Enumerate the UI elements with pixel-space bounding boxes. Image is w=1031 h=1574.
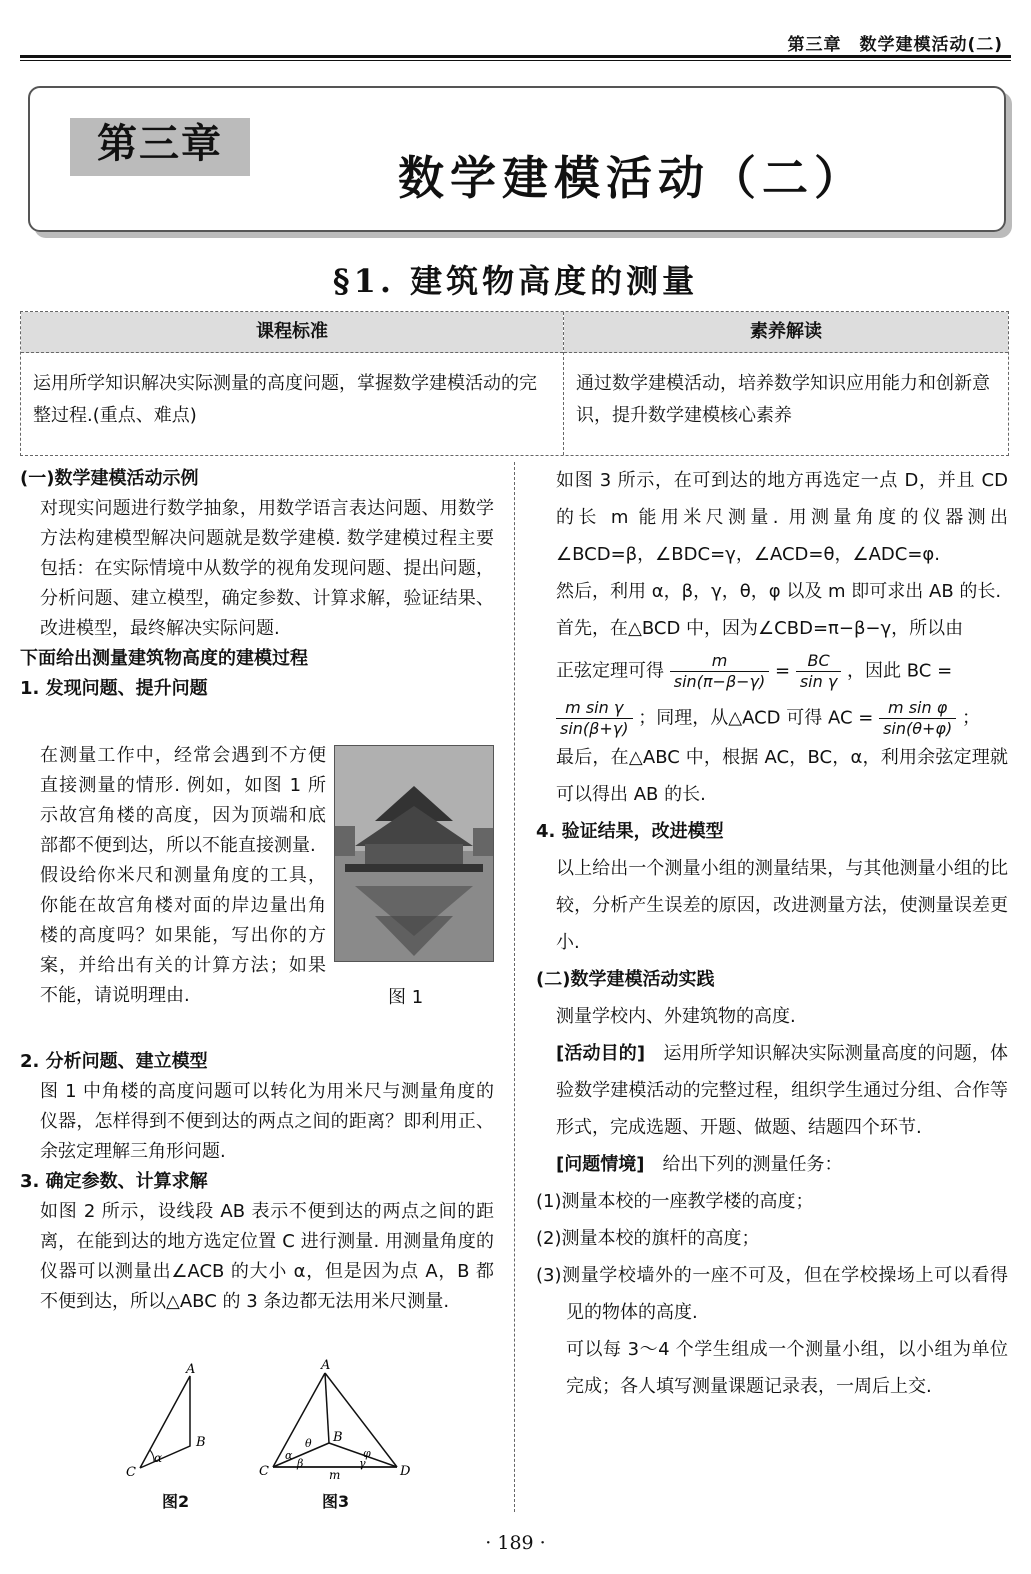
figure2-caption: 图2: [162, 1492, 190, 1511]
goal-label: [活动目的]: [556, 1043, 646, 1064]
group-instruction: 可以每 3～4 个学生组成一个测量小组，以小组为单位完成；各人填写测量课题记录表，一周后上交.: [566, 1339, 1008, 1397]
page-number: · 189 ·: [485, 1532, 546, 1554]
step1-paragraph2: 假设给你米尺和测量角度的工具，你能在故宫角楼对面的岸边量出角楼的高度吗？如果能，写出你的方案，并给出有关的计算方法；如果不能，请说明理由.: [40, 865, 326, 1006]
right-paragraph-cosine: 最后，在△ABC 中，根据 AC，BC，α，利用余弦定理就可以得出 AB 的长.: [556, 747, 1008, 805]
literacy-header: 素养解读: [564, 312, 1008, 353]
fig2-label-a: A: [186, 1362, 196, 1377]
figure3-diagram: [255, 1355, 415, 1490]
fig3-label-alpha: α: [285, 1449, 293, 1462]
formula-line1: [536, 651, 1008, 692]
chapter-banner: [28, 86, 1006, 232]
fig2-label-b: B: [196, 1435, 206, 1450]
task-1: (1)测量本校的一座教学楼的高度；: [536, 1191, 814, 1212]
fig3-label-b: B: [333, 1430, 343, 1445]
header-rule-thin: [20, 60, 1011, 61]
heading-process: 下面给出测量建筑物高度的建模过程: [20, 648, 308, 669]
right-paragraph1: 如图 3 所示，在可到达的地方再选定一点 D，并且 CD 的长 m 能用米尺测量. 用测量角度的仪器测出∠BCD=β，∠BDC=γ，∠ACD=θ，∠ADC=φ.: [556, 470, 1008, 565]
step4-heading: 4. 验证结果，改进模型: [536, 821, 724, 842]
task-3: (3)测量学校墙外的一座不可及，但在学校操场上可以看得见的物体的高度.: [536, 1265, 1008, 1323]
practice-heading: (二)数学建模活动实践: [536, 969, 715, 990]
chapter-tag: [70, 118, 250, 176]
fig3-label-d: D: [400, 1464, 411, 1479]
heading-example: (一)数学建模活动示例: [20, 468, 199, 489]
chapter-tag-text: 第三章: [97, 121, 223, 167]
fraction-4: $\frac{\text{m sin φ}}{\sin(\theta+\varphi)}$: [879, 698, 956, 739]
fig3-label-a: A: [321, 1358, 331, 1373]
section-title: §1. 建筑物高度的测量: [332, 262, 699, 300]
header-rule: [20, 55, 1011, 58]
step1-block: [40, 741, 326, 1011]
practice-intro: 测量学校内、外建筑物的高度.: [556, 1006, 796, 1027]
figure1-photo: [334, 745, 494, 962]
right-column: [536, 462, 1008, 1405]
intro-paragraph: 对现实问题进行数学抽象，用数学语言表达问题、用数学方法构建模型解决问题就是数学建模. 数学建模过程主要包括：在实际情境中从数学的视角发现问题、提出问题，分析问题、建立模型，确定参数、计算求解，验证结果、改进模型，最终解决实际问题.: [40, 498, 494, 639]
fig3-label-c: C: [259, 1464, 269, 1479]
step2-paragraph: 图 1 中角楼的高度问题可以转化为用米尺与测量角度的仪器，怎样得到不便到达的两点之间的距离？即利用正、余弦定理解三角形问题.: [40, 1081, 494, 1162]
formula-text-ac: ；同理，从△ACD 可得 AC =: [638, 707, 874, 729]
step4-paragraph: 以上给出一个测量小组的测量结果，与其他测量小组的比较，分析产生误差的原因，改进测量方法，使测量误差更小.: [556, 858, 1008, 953]
situation-label: [问题情境]: [556, 1154, 645, 1175]
right-paragraph3: 首先，在△BCD 中，因为∠CBD=π−β−γ，所以由: [556, 618, 964, 639]
fraction-2: $\frac{BC}{\text{sin γ}}$: [796, 651, 841, 692]
goal-text: 运用所学知识解决实际测量高度的问题，体验数学建模活动的完整过程，组织学生通过分组、合作等形式，完成选题、开题、做题、结题四个环节.: [556, 1043, 1009, 1138]
fraction-1: $\frac{m}{\sin(\pi-\beta-\gamma)}$: [670, 651, 770, 692]
fig3-label-beta: β: [297, 1457, 304, 1470]
column-divider: [514, 462, 515, 1512]
step2-heading: 2. 分析问题、建立模型: [20, 1051, 208, 1072]
figure3-caption: 图3: [322, 1492, 350, 1511]
task-2: (2)测量本校的旗杆的高度；: [536, 1228, 760, 1249]
step3-heading: 3. 确定参数、计算求解: [20, 1171, 208, 1192]
step1-paragraph1: 在测量工作中，经常会遇到不方便直接测量的情形. 例如，如图 1 所示故宫角楼的高度，因为顶端和底部都不便到达，所以不能直接测量.: [40, 745, 326, 856]
fraction-3: $\frac{\text{m sin γ}}{\sin(\beta+\gamma)}$: [556, 698, 633, 739]
fig2-label-c: C: [126, 1465, 136, 1480]
situation-text: 给出下列的测量任务：: [662, 1154, 843, 1175]
fig3-label-phi: φ: [363, 1447, 371, 1460]
left-column: [20, 464, 494, 704]
fig2-label-alpha: α: [154, 1451, 163, 1465]
chapter-title: 数学建模活动（二）: [398, 151, 866, 205]
step1-heading: 1. 发现问题、提升问题: [20, 678, 208, 699]
left-column-lower: [20, 1047, 494, 1317]
standards-table: [20, 311, 1009, 456]
problem-situation: [536, 1146, 1008, 1183]
right-paragraph2: 然后，利用 α，β，γ，θ，φ 以及 m 即可求出 AB 的长.: [556, 581, 1002, 602]
standards-header: 课程标准: [21, 312, 563, 353]
figure1-caption: 图 1: [388, 987, 424, 1008]
literacy-text: 通过数学建模活动，培养数学知识应用能力和创新意识，提升数学建模核心素养: [576, 373, 990, 426]
figure2-diagram: [120, 1358, 220, 1488]
formula-intro: 正弦定理可得: [556, 660, 664, 682]
fig3-label-gamma: γ: [359, 1457, 366, 1470]
standards-text: 运用所学知识解决实际测量的高度问题，掌握数学建模活动的完整过程.(重点、难点): [33, 373, 537, 426]
activity-goal: [536, 1035, 1008, 1146]
equals-sign: =: [775, 660, 791, 682]
formula-text-bc: ，因此 BC =: [847, 660, 953, 682]
formula-end: ；: [961, 707, 980, 729]
fig3-label-m: m: [329, 1468, 341, 1482]
step3-paragraph: 如图 2 所示，设线段 AB 表示不便到达的两点之间的距离，在能到达的地方选定位置 C 进行测量. 用测量角度的仪器可以测量出∠ACB 的大小 α，但是因为点 A，B 都不便到达，所以△ABC 的 3 条边都无法用米尺测量.: [40, 1201, 494, 1312]
running-head: 第三章 数学建模活动(二): [787, 35, 1003, 55]
formula-line2: [536, 698, 1008, 739]
fig3-label-theta: θ: [305, 1437, 312, 1450]
